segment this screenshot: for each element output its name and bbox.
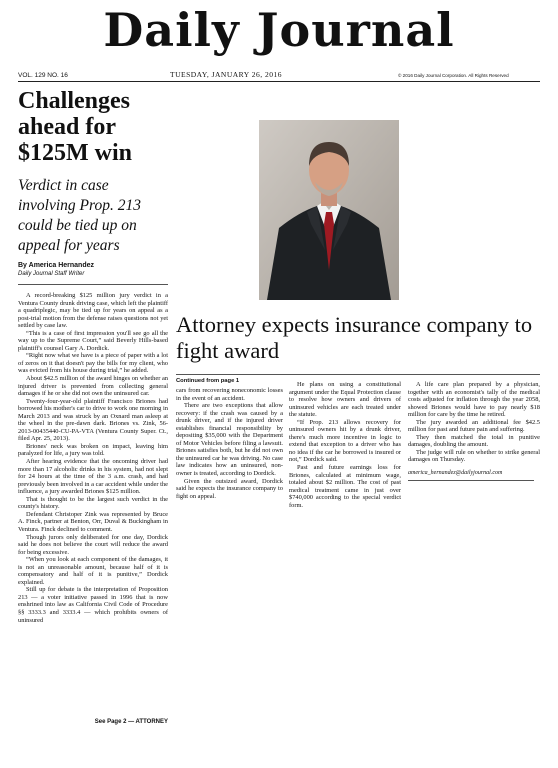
paragraph: After hearing evidence that the oncoming driver had more than 17 alcoholic drinks in his system, had not slept for 24 hours at the time of the 3 a.m. crash, and had previously been involved in a car accident while under the influence, a jury awarded Briones $125 million. <box>18 458 168 496</box>
section-rule <box>176 374 540 375</box>
paragraph: They then matched the total in punitive damages, doubling the amount. <box>408 433 540 449</box>
portrait-illustration <box>259 120 399 300</box>
continued-to-line: See Page 2 — ATTORNEY <box>94 719 168 725</box>
headline-deck: Verdict in case involving Prop. 213 could be tied up on appeal for years <box>18 177 141 254</box>
paragraph: The judge will rule on whether to strike general damages on Thursday. <box>408 448 540 464</box>
continued-from-line: Continued from page 1 <box>176 378 240 384</box>
paragraph: There are two exceptions that allow recovery: if the crash was caused by a drunk driver, and if the injured driver establishes financial responsibility by depositing $35,000 with the Department of Motor Vehicles before filing a lawsuit. Briones satisfies both, but he did not own the uninsured car he was driving. No case law indicates how an uninsured, non-owner is treated, according to Dordick. <box>176 402 283 478</box>
secondary-headline: Attorney expects insurance company to fight award <box>176 312 533 363</box>
paragraph: The jury awarded an additional fee $42.5 million for past and future pain and suffering. <box>408 418 540 434</box>
paragraph: Briones' neck was broken on impact, leaving him paralyzed for life, a jury was told. <box>18 442 168 458</box>
author-email-link[interactable]: america_hernandez@dailyjournal.com <box>408 470 503 477</box>
byline-title: Daily Journal Staff Writer <box>18 271 85 277</box>
paragraph: “Right now what we have is a piece of paper with a lot of zeros on it that doesn't pay the bills for my client, who was evicted from his house during trial,” he added. <box>18 352 168 375</box>
masthead-rule <box>18 81 540 82</box>
paragraph: A life care plan prepared by a physician, together with an economist's tally of the medical costs adjusted for inflation through the year 2058, showed Briones would have to pay nearly $18 million for care by the time he retired. <box>408 381 540 419</box>
paragraph: Though jurors only deliberated for one day, Dordick said he does not believe the court will reduce the award for being excessive. <box>18 533 168 556</box>
paragraph: “If Prop. 213 allows recovery for uninsured owners hit by a drunk driver, there's much more incentive in logic to extend that exception to a driver who has no idea if the car he borrowed is insured or not,” Dordick said. <box>289 418 401 464</box>
paragraph: Defendant Christoper Zink was represented by Bruce A. Finck, partner at Benton, Orr, Duval & Buckingham in Ventura. Finck declined to comment. <box>18 510 168 533</box>
story2-column-c <box>408 381 540 481</box>
volume-number: VOL. 129 NO. 16 <box>18 72 68 79</box>
paragraph: That is thought to be the largest such verdict in the county's history. <box>18 495 168 511</box>
story1-column <box>18 292 168 624</box>
paragraph: He plans on using a constitutional argument under the Equal Protection clause to resolve how owners and drivers of uninsured vehicles are each treated under the statute. <box>289 381 401 419</box>
byline: By America Hernandez <box>18 262 94 269</box>
paragraph: “This is a case of first impression you'll see go all the way up to the Supreme Court,” said Beverly Hills-based plaintiff's counsel Gary A. Dordick. <box>18 329 168 352</box>
byline-rule <box>18 284 168 285</box>
paragraph: cars from recovering noneconomic losses in the event of an accident. <box>176 387 283 402</box>
paragraph: Past and future earnings loss for Briones, calculated at minimum wage, totaled about $2 million. The cost of past medical treatment came in just over $740,000 according to the special verdict form. <box>289 464 401 509</box>
masthead: Daily Journal <box>103 3 455 57</box>
paragraph: Still up for debate is the interpretation of Proposition 213 — a voter initiative passed in 1996 that is now enshrined into law as California Civil Code of Procedure §§ 3333.3 and 3333.4 — which prohibits owners of uninsured <box>18 586 168 624</box>
story2-column-a <box>176 387 283 500</box>
attorney-portrait-photo <box>259 120 399 300</box>
paragraph: A record-breaking $125 million jury verdict in a Ventura County drunk driving case, which left the plaintiff a quadriplegic, may be tied up for years on appeal as a post-trial motion from the defense raises questions not yet settled by case law. <box>18 292 168 330</box>
copyright-notice: © 2016 Daily Journal Corporation. All Rights Reserved <box>398 73 509 78</box>
story2-column-b <box>289 381 401 509</box>
paragraph: About $42.5 million of the award hinges on whether an injured driver is prevented from collecting general damages if he or she did not own the uninsured car. <box>18 375 168 398</box>
issue-date: TUESDAY, JANUARY 26, 2016 <box>170 70 283 79</box>
paragraph: “When you look at each component of the damages, it is not an unreasonable amount, because half of it is compensatory and half of it is punitive,” Dordick explained. <box>18 556 168 586</box>
paragraph: Given the outsized award, Dordick said he expects the insurance company to fight on appeal. <box>176 477 283 500</box>
end-rule <box>408 480 534 481</box>
main-headline: Challenges ahead for $125M win <box>18 88 132 166</box>
paragraph: Twenty-four-year-old plaintiff Francisco Briones had borrowed his mother's car to drive to work one morning in March 2013 and was struck by an Oxnard man asleep at the wheel in the pre-dawn dark. Briones vs. Zink, 56-2013-00435440-CU-PA-VTA (Ventura County Super. Ct., filed Apr. 25, 2013). <box>18 397 168 443</box>
